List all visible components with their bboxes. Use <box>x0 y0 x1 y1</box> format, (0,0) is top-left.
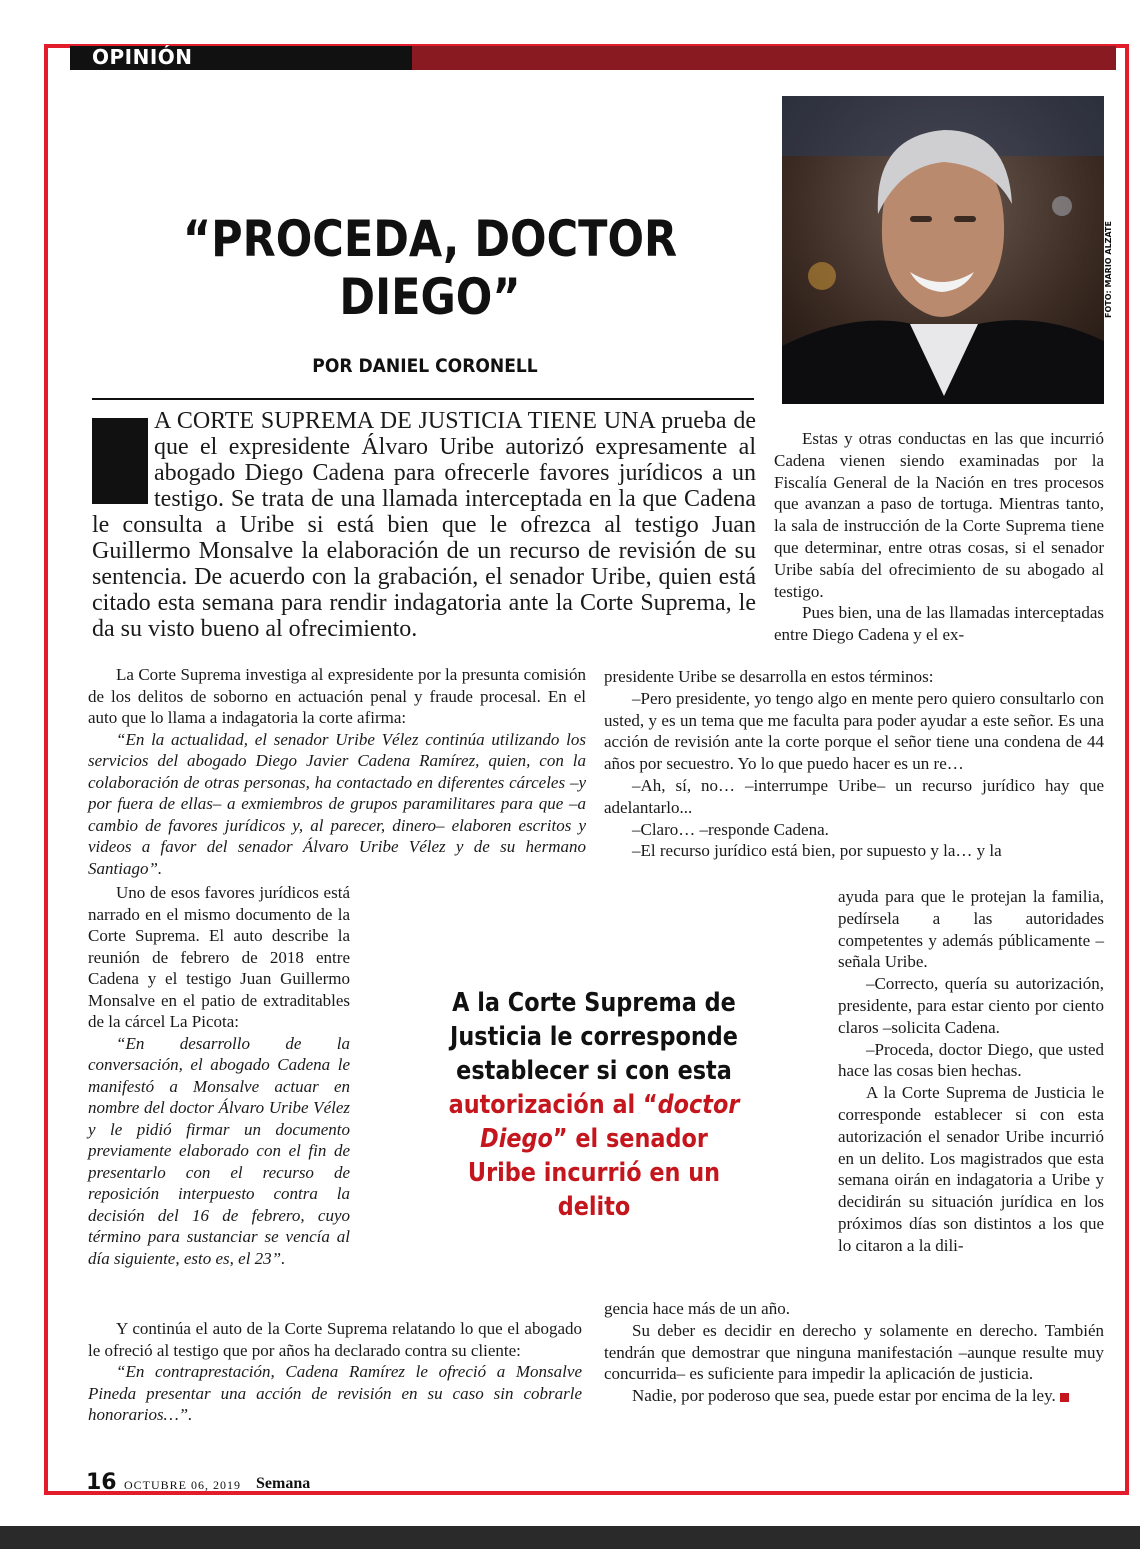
headline: “PROCEDA, DOCTOR DIEGO” <box>182 210 678 326</box>
end-mark-icon <box>1060 1393 1069 1402</box>
paragraph: Uno de esos favores jurídicos está narrado en el mismo documento de la Corte Suprema. El auto describe la reunión de febrero de 2018 entre Cadena y el testigo Juan Guillermo Monsalve en el patio de extraditables de la cárcel La Picota: <box>88 883 350 1031</box>
right-column-top <box>774 428 1104 646</box>
quote-paragraph: “En desarrollo de la conversación, el abogado Cadena le manifestó a Monsalve actuar en nombre del doctor Álvaro Uribe Vélez y le pidió firmar un documento previamente elaborado con el fin de presentarlo con el recurso de reposición interpuesto contra la decisión del 16 de febrero, cuyo término para sustanciar se vencía al día siguiente, esto es, el 23”. <box>88 1033 350 1268</box>
paragraph: gencia hace más de un año. <box>604 1299 790 1318</box>
right-column-bottom <box>604 1298 1104 1407</box>
dialogue-line: –Correcto, quería su autorización, presidente, para estar ciento por ciento claros –solicita Cadena. <box>838 974 1104 1037</box>
pull-quote-black: A la Corte Suprema de Justicia le corresponde establecer si con esta <box>450 988 738 1086</box>
byline: POR DANIEL CORONELL <box>312 355 538 377</box>
magazine-name: Semana <box>256 1475 311 1492</box>
dialogue-line: –Proceda, doctor Diego, que usted hace las cosas bien hechas. <box>838 1039 1104 1081</box>
right-column-narrow <box>838 886 1104 1257</box>
left-column-narrow <box>88 882 350 1269</box>
quote-paragraph: “En la actualidad, el senador Uribe Vélez continúa utilizando los servicios del abogado Diego Javier Cadena Ramírez, quien, con la colaboración de otras personas, ha contactado en diferentes cárceles –y por fuera de ellas– a exmiembros de grupos paramilitares para que –a cambio de favores jurídicos y, al parecer, dinero– elaboren escritos y videos a favor del senador Álvaro Uribe Vélez y de su hermano Santiago”. <box>88 729 586 878</box>
dialogue-line: ayuda para que le protejan la familia, pedírsela a las autoridades competentes y además públicamente –señala Uribe. <box>838 887 1104 972</box>
author-photo <box>782 96 1104 404</box>
headline-rule <box>92 398 754 400</box>
quote-paragraph: “En contraprestación, Cadena Ramírez le ofreció a Monsalve Pineda presentar una acción de revisión en su caso sin cobrarle honorarios…”. <box>88 1362 582 1424</box>
paragraph: Estas y otras conductas en las que incurrió Cadena vienen siendo examinadas por la Fiscalía General de la Nación en tres procesos que avanzan a paso de tortuga. Mientras tanto, la sala de instrucción de la Corte Suprema tiene que determinar, entre otras cosas, si el senador Uribe sabía del ofrecimiento de su abogado al testigo. <box>774 429 1104 601</box>
pull-quote <box>420 986 768 1224</box>
right-column-dialogue <box>604 666 1104 862</box>
issue-date: OCTUBRE 06, 2019 <box>124 1478 242 1492</box>
section-bar <box>70 46 1116 70</box>
lead-text: A CORTE SUPREMA DE JUSTICIA TIENE UNA prueba de que el expresidente Álvaro Uribe autorizó expresamente al abogado Diego Cadena para ofrecerle favores jurídicos a un testigo. Se trata de una llamada interceptada en la que Cadena le consulta a Uribe si está bien que le ofrezca al testigo Juan Guillermo Monsalve la elaboración de un recurso de revisión de su sentencia. De acuerdo con la grabación, el senador Uribe, quien está citado esta semana para rendir indagatoria ante la Corte Suprema, le da su visto bueno al ofrecimiento. <box>92 408 756 642</box>
pull-quote-red: autorización al “doctor Diego” el senador Uribe incurrió en un delito <box>448 1090 740 1222</box>
paragraph: Y continúa el auto de la Corte Suprema relatando lo que el abogado le ofreció al testigo que por años ha declarado contra su cliente: <box>88 1319 582 1360</box>
left-column-top <box>88 664 586 879</box>
paragraph: presidente Uribe se desarrolla en estos términos: <box>604 667 934 686</box>
paragraph: Pues bien, una de las llamadas interceptadas entre Diego Cadena y el ex- <box>774 603 1104 645</box>
dialogue-line: –Claro… –responde Cadena. <box>632 819 829 839</box>
dialogue-line: –El recurso jurídico está bien, por supuesto y la… y la <box>632 841 1002 861</box>
paragraph: Su deber es decidir en derecho y solamente en derecho. También tendrán que demostrar que ninguna manifestación –aunque resulte muy concurrida– es suficiente para impedir la aplicación de justicia. <box>604 1320 1104 1384</box>
section-label: OPINIÓN <box>92 45 193 69</box>
paragraph: A la Corte Suprema de Justicia le corresponde establecer si con esta autorización el senador Uribe incurrió en un delito. Los magistrados que esta semana oirán en indagatoria a Uribe y decidirán su situación jurídica en los próximos días son distintos a los que lo citaron a la dili- <box>838 1083 1104 1255</box>
dialogue-line: –Ah, sí, no… –interrumpe Uribe– un recurso jurídico hay que adelantarlo... <box>604 775 1104 817</box>
section-tab <box>70 46 412 70</box>
paragraph: La Corte Suprema investiga al expresidente por la presunta comisión de los delitos de soborno en actuación penal y fraude procesal. En el auto que lo llama a indagatoria la corte afirma: <box>88 665 586 727</box>
scan-edge <box>0 1526 1140 1549</box>
paragraph: Nadie, por poderoso que sea, puede estar por encima de la ley. <box>604 1385 1104 1407</box>
photo-credit: FOTO: MARIO ALZATE <box>1104 221 1113 318</box>
page-number: 16 <box>86 1470 117 1495</box>
dialogue-line: –Pero presidente, yo tengo algo en mente pero quiero consultarlo con usted, y es un tema que me faculta para poder ayudar a este señor. Es una acción de revisión ante la corte porque el señor tiene una condena de 44 años por secuestro. Yo lo que puedo hacer es un re… <box>604 688 1104 774</box>
lead-paragraph <box>92 408 756 642</box>
left-column-bottom <box>88 1318 582 1426</box>
